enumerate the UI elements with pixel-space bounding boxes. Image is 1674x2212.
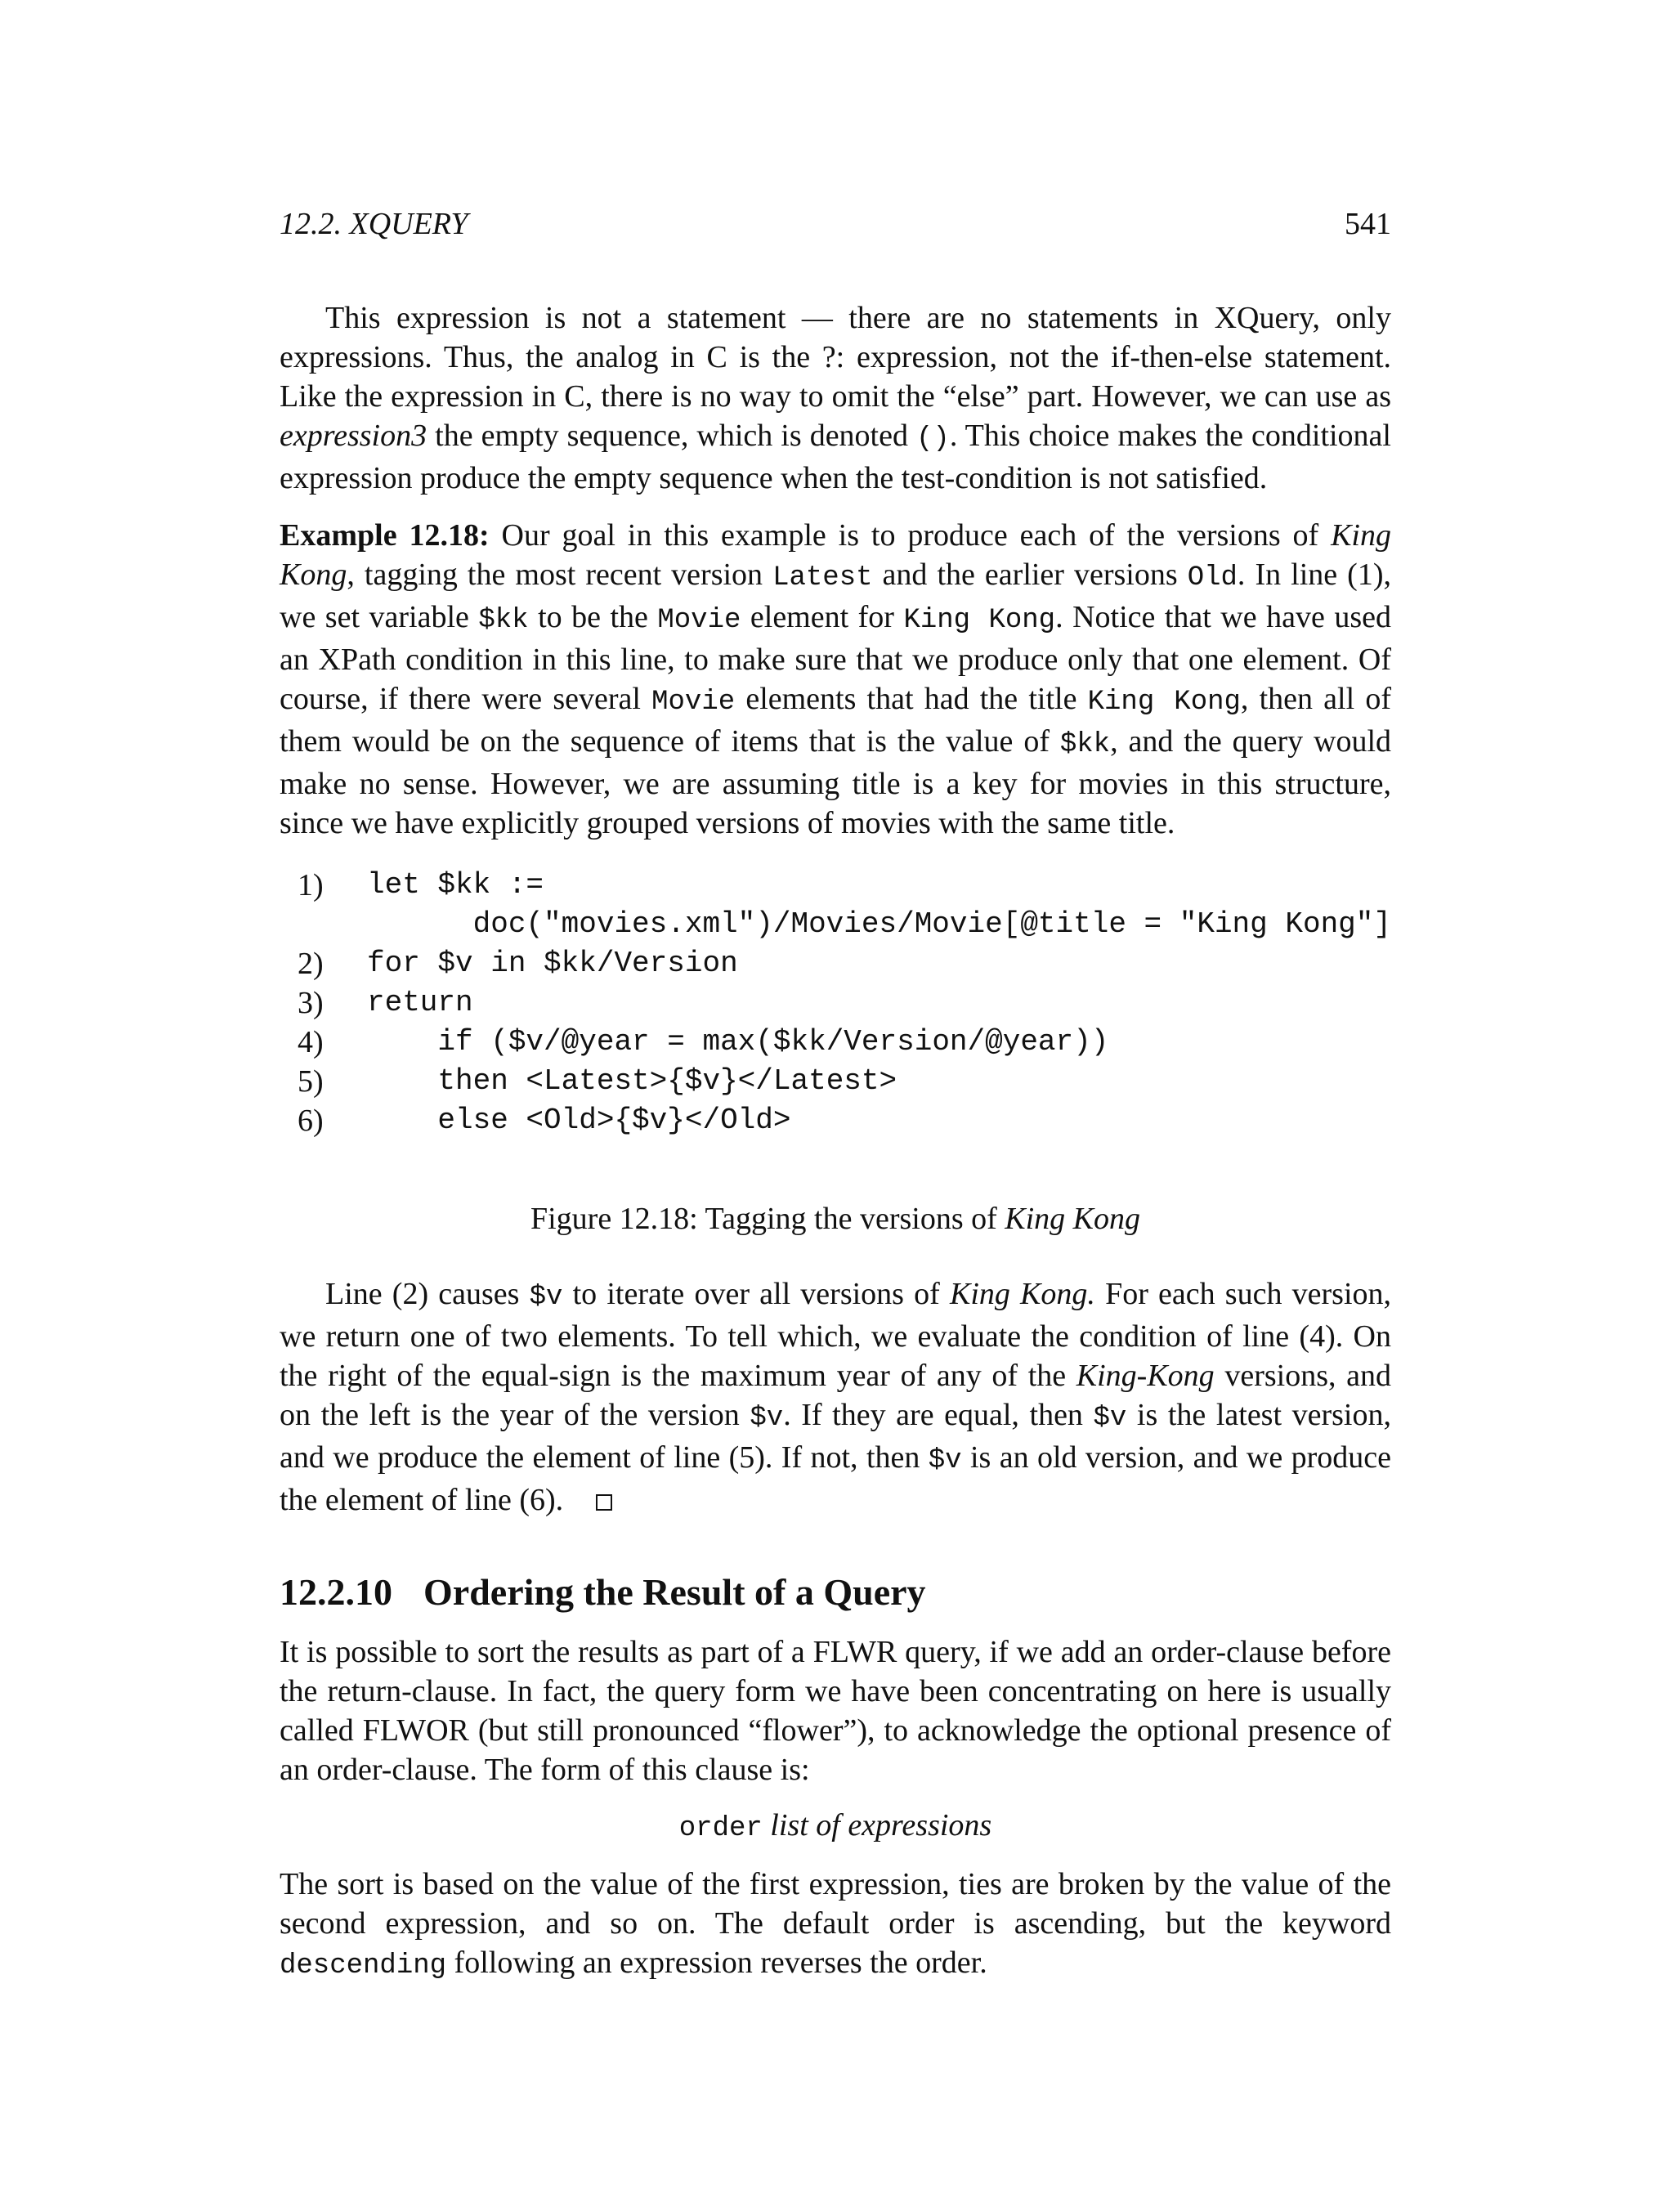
inline-code: $v	[928, 1445, 962, 1476]
code-text: let $kk :=	[367, 868, 544, 902]
line-number: 3)	[298, 986, 324, 1020]
paragraph-conditional-expression	[280, 298, 1391, 498]
code-line	[298, 1062, 1391, 1101]
clause-form-display	[280, 1806, 1391, 1848]
text-run: element for	[741, 600, 904, 634]
inline-code: descending	[280, 1950, 447, 1981]
text-run: . If they are equal, then	[783, 1398, 1094, 1432]
text-run: , then all of them would be on the sequence of items that is the value of	[280, 682, 1391, 759]
code-text: if ($v/@year = max($kk/Version/@year))	[367, 1025, 1109, 1059]
code-text: else <Old>{$v}</Old>	[367, 1104, 791, 1137]
paragraph-ordering	[280, 1632, 1391, 1789]
section-running-title: 12.2. XQUERY	[280, 207, 468, 241]
emphasis-text: expression3	[280, 419, 427, 453]
text-run: Line (2) causes	[325, 1277, 530, 1311]
emphasis-text: list of expressions	[770, 1808, 992, 1843]
inline-code: Movie	[651, 687, 736, 718]
text-run: . In line (1), we set variable	[280, 557, 1391, 634]
code-text: return	[367, 986, 473, 1019]
figure-caption	[280, 1199, 1391, 1238]
text-run: Our goal in this example is to produce each of the versions of	[489, 518, 1332, 553]
section-title: Ordering the Result of a Query	[423, 1571, 926, 1613]
line-number: 6)	[298, 1104, 324, 1138]
line-number	[298, 905, 332, 944]
text-run: to iterate over all versions of	[562, 1277, 950, 1311]
code-line	[298, 944, 1391, 983]
text-run: following an expression reverses the order.	[446, 1946, 987, 1980]
paragraph-sort	[280, 1865, 1391, 1986]
inline-code: Movie	[657, 605, 741, 636]
inline-code: $v	[529, 1282, 563, 1313]
paragraph-example	[280, 516, 1391, 843]
text-run: . Notice that we have used an XPath condition in this line, to make sure that we produce only that one element. Of course, if there were several	[280, 600, 1391, 716]
inline-code: $kk	[1059, 729, 1111, 760]
line-number: 5)	[298, 1064, 324, 1099]
line-number: 1)	[298, 868, 324, 902]
line-number: 2)	[298, 947, 324, 981]
code-listing	[298, 866, 1391, 1140]
code-text: for $v in $kk/Version	[367, 947, 738, 980]
text-run: versions, and on the left is the year of the version	[280, 1359, 1391, 1432]
end-of-example-box-icon	[596, 1494, 612, 1511]
inline-code: $kk	[478, 605, 529, 636]
code-line	[298, 905, 1391, 944]
code-text: doc("movies.xml")/Movies/Movie[@title = "King Kong"]	[331, 907, 1391, 941]
text-run: Figure 12.18: Tagging the versions of	[530, 1202, 1005, 1236]
inline-code: Latest	[772, 562, 873, 593]
text-run: . This choice makes the conditional expression produce the empty sequence when the test-condition is not satisfied.	[280, 419, 1391, 495]
inline-code: $v	[750, 1403, 784, 1434]
inline-code: ()	[916, 423, 950, 454]
text-run: elements that had the title	[735, 682, 1088, 716]
inline-code: King Kong	[903, 605, 1056, 636]
line-number: 4)	[298, 1025, 324, 1059]
emphasis-text: King Kong.	[949, 1277, 1095, 1311]
text-run: It is possible to sort the results as part of a FLWR query, if we add an order-clause before the return-clause. In fact, the query form we have been concentrating on here is usually called FLWOR (but still pronounced “flower”), to acknowledge the optional presence of an order-clause. The form of this clause is:	[280, 1635, 1391, 1787]
text-run: is the latest version, and we produce the element of line (5). If not, then	[280, 1398, 1391, 1475]
code-line	[298, 866, 1391, 905]
section-heading	[280, 1569, 1391, 1616]
page-number: 541	[1345, 207, 1391, 241]
text-run: For each such version, we return one of two elements. To tell which, we evaluate the condition of line (4). On the right of the equal-sign is the maximum year of any of the	[280, 1277, 1392, 1393]
code-line	[298, 1101, 1391, 1140]
text-run: to be the	[528, 600, 658, 634]
inline-code: $v	[1093, 1403, 1127, 1434]
page-body	[280, 298, 1391, 1986]
emphasis-text: King-Kong	[1076, 1359, 1215, 1393]
code-line	[298, 983, 1391, 1023]
text-run: is an old version, and we produce the element of line (6).	[280, 1440, 1391, 1517]
emphasis-text: King Kong	[1005, 1202, 1141, 1236]
code-text: then <Latest>{$v}</Latest>	[367, 1064, 897, 1098]
inline-code: King Kong	[1087, 687, 1241, 718]
emphasis-text: King Kong	[280, 518, 1391, 592]
inline-code: Old	[1187, 562, 1238, 593]
text-run: This expression is not a statement — there are no statements in XQuery, only expressions. Thus, the analog in C is the ?: expression, not the if-then-else statement. Like the expression in C, there is no way to omit the “else” part. However, we can use as	[280, 301, 1391, 414]
text-run: the empty sequence, which is denoted	[427, 419, 917, 453]
inline-code: order	[678, 1813, 763, 1844]
section-number: 12.2.10	[280, 1571, 392, 1613]
text-run: , tagging the most recent version	[347, 557, 773, 592]
text-run: The sort is based on the value of the first expression, ties are broken by the value of the second expression, and so on. The default order is ascending, but the keyword	[280, 1867, 1391, 1941]
code-line	[298, 1023, 1391, 1062]
example-label: Example 12.18:	[280, 518, 490, 553]
running-header	[280, 204, 1391, 244]
text-run: , and the query would make no sense. However, we are assuming title is a key for movies in this structure, since we have explicitly grouped versions of movies with the same title.	[280, 724, 1391, 840]
paragraph-explanation	[280, 1274, 1391, 1520]
text-run: and the earlier versions	[872, 557, 1188, 592]
